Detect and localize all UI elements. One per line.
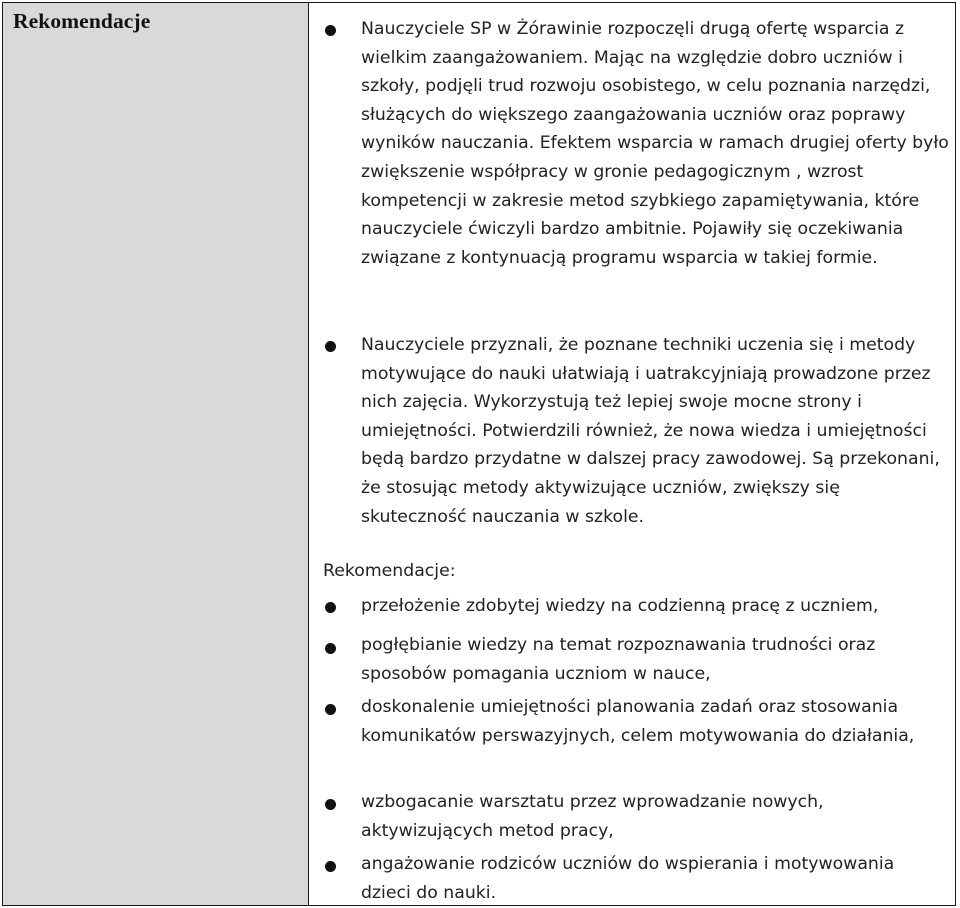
list-item: wzbogacanie warsztatu przez wprowadzanie nowych, aktywizujących metod pracy, — [361, 792, 824, 841]
list-item: pogłębianie wiedzy na temat rozpoznawania trudności oraz sposobów pomagania uczniom w nauce, — [361, 635, 876, 684]
list-item: angażowanie rodziców uczniów do wspierania i motywowania dzieci do nauki. — [361, 854, 895, 903]
bullet-icon — [325, 861, 336, 872]
list-item: przełożenie zdobytej wiedzy na codzienną pracę z uczniem, — [361, 596, 879, 616]
bullet-icon — [325, 25, 336, 36]
row-label-cell — [3, 3, 309, 905]
recommendations-heading: Rekomendacje: — [323, 561, 456, 581]
paragraph: Nauczyciele przyznali, że poznane techniki uczenia się i metody motywujące do nauki ułatwiają i uatrakcyjniają prowadzone przez nich zajęcia. Wykorzystują też lepiej swoje mocne strony i umiejętności. Potwierdzili również, że nowa wiedza i umiejętności będą bardzo przydatne w dalszej pracy zawodowej. Są przekonani, że stosując metody aktywizujące uczniów, zwiększy się skuteczność nauczania w szkole. — [361, 335, 940, 527]
paragraph: Nauczyciele SP w Żórawinie rozpoczęli drugą ofertę wsparcia z wielkim zaangażowaniem. Mając na względzie dobro uczniów i szkoły, podjęli trud rozwoju osobistego, w celu poznania narzędzi, służących do większego zaangażowania uczniów oraz poprawy wyników nauczania. Efektem wsparcia w ramach drugiej oferty było zwiększenie współpracy w gronie pedagogicznym , wzrost kompetencji w zakresie metod szybkiego zapamiętywania, które nauczyciele ćwiczyli bardzo ambitnie. Pojawiły się oczekiwania związane z kontynuacją programu wsparcia w takiej formie. — [361, 19, 949, 268]
bullet-icon — [325, 643, 336, 654]
list-item: doskonalenie umiejętności planowania zadań oraz stosowania komunikatów perswazyjnych, celem motywowania do działania, — [361, 697, 915, 746]
bullet-icon — [325, 704, 336, 715]
bullet-icon — [325, 602, 336, 613]
bullet-icon — [325, 341, 336, 352]
row-label: Rekomendacje — [13, 9, 151, 33]
bullet-icon — [325, 799, 336, 810]
content-cell — [309, 3, 955, 905]
recommendations-table — [2, 2, 956, 906]
